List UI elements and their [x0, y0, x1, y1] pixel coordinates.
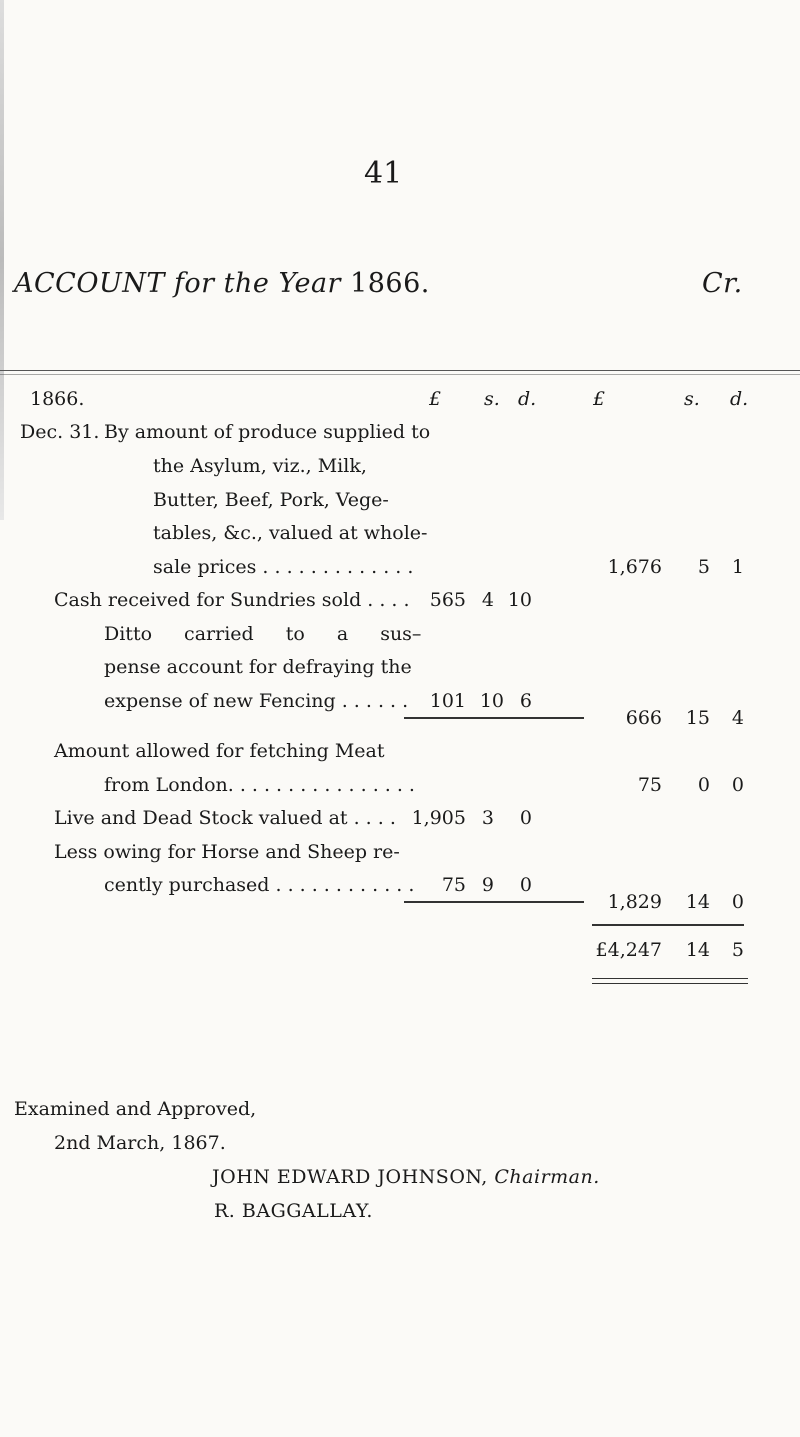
- col2-pence-heading: d.: [730, 388, 749, 410]
- page-number: 41: [364, 156, 403, 191]
- col2-pounds-heading: £: [593, 388, 606, 410]
- fencing-subtotal-pence: 4: [731, 707, 744, 729]
- owing-subtotal-pence: 0: [731, 891, 744, 913]
- grand-total-top-rule: [592, 924, 744, 926]
- title-for: for the: [173, 268, 270, 299]
- produce-line-3: Butter, Beef, Pork, Vege-: [153, 489, 389, 511]
- owing-pounds: 75: [441, 874, 466, 896]
- produce-line-2: the Asylum, viz., Milk,: [153, 455, 367, 477]
- owing-line-2: cently purchased . . . . . . . . . . . .: [104, 874, 415, 896]
- sundries-pence: 10: [507, 589, 532, 611]
- entry-year: 1866.: [30, 388, 85, 410]
- fencing-subtotal-shillings: 15: [685, 707, 710, 729]
- fencing-pounds: 101: [429, 690, 466, 712]
- col1-shillings-heading: s.: [484, 388, 500, 410]
- col2-shillings-heading: s.: [684, 388, 700, 410]
- grand-total-double-rule: [592, 978, 748, 984]
- produce-total-pounds: 1,676: [607, 556, 662, 578]
- fencing-subtotal-pounds: 666: [625, 707, 662, 729]
- fencing-line-3: expense of new Fencing . . . . . .: [104, 690, 409, 712]
- credit-side-label: Cr.: [702, 268, 743, 299]
- header-rule: [0, 370, 800, 371]
- page-edge-shadow: [0, 0, 4, 520]
- header-rule-thin: [0, 374, 800, 375]
- grand-total-shillings: 14: [685, 939, 710, 961]
- entry-date: Dec. 31.: [20, 421, 100, 443]
- title-year-word: Year: [278, 268, 341, 299]
- col1-pounds-heading: £: [429, 388, 442, 410]
- chairman-title: Chairman.: [494, 1166, 600, 1188]
- meat-total-pounds: 75: [637, 774, 662, 796]
- produce-total-shillings: 5: [697, 556, 710, 578]
- chairman-signature: [212, 1166, 600, 1188]
- fencing-subtotal-rule: [404, 717, 584, 719]
- meat-total-pence: 0: [731, 774, 744, 796]
- stock-pence: 0: [519, 807, 532, 829]
- meat-total-shillings: 0: [697, 774, 710, 796]
- owing-subtotal-pounds: 1,829: [607, 891, 662, 913]
- fencing-shillings: 10: [479, 690, 504, 712]
- produce-line-1: By amount of produce supplied to: [104, 421, 431, 443]
- owing-subtotal-rule: [404, 901, 584, 903]
- sundries-pounds: 565: [429, 589, 466, 611]
- stock-text: Live and Dead Stock valued at . . . .: [54, 807, 396, 829]
- title-prefix: ACCOUNT: [14, 268, 165, 299]
- sundries-shillings: 4: [481, 589, 494, 611]
- stock-shillings: 3: [481, 807, 494, 829]
- meat-line-2: from London. . . . . . . . . . . . . . . .: [104, 774, 415, 796]
- grand-total-pounds: £4,247: [595, 939, 662, 961]
- meat-line-1: Amount allowed for fetching Meat: [54, 740, 385, 762]
- chairman-name: JOHN EDWARD JOHNSON,: [212, 1166, 488, 1188]
- page-title: [14, 268, 430, 299]
- title-year: 1866.: [350, 268, 430, 299]
- owing-shillings: 9: [481, 874, 494, 896]
- produce-line-4: tables, &c., valued at whole-: [153, 522, 428, 544]
- col1-pence-heading: d.: [518, 388, 537, 410]
- fencing-line-1: Ditto carried to a sus–: [104, 623, 422, 645]
- examined-approved: Examined and Approved,: [14, 1098, 257, 1120]
- sundries-text: Cash received for Sundries sold . . . .: [54, 589, 410, 611]
- owing-line-1: Less owing for Horse and Sheep re-: [54, 841, 400, 863]
- owing-pence: 0: [519, 874, 532, 896]
- grand-total-pence: 5: [731, 939, 744, 961]
- owing-subtotal-shillings: 14: [685, 891, 710, 913]
- stock-pounds: 1,905: [411, 807, 466, 829]
- fencing-pence: 6: [519, 690, 532, 712]
- produce-line-5: sale prices . . . . . . . . . . . . .: [153, 556, 414, 578]
- approval-date: 2nd March, 1867.: [54, 1132, 226, 1154]
- second-signatory: R. BAGGALLAY.: [214, 1200, 373, 1222]
- fencing-line-2: pense account for defraying the: [104, 656, 412, 678]
- produce-total-pence: 1: [731, 556, 744, 578]
